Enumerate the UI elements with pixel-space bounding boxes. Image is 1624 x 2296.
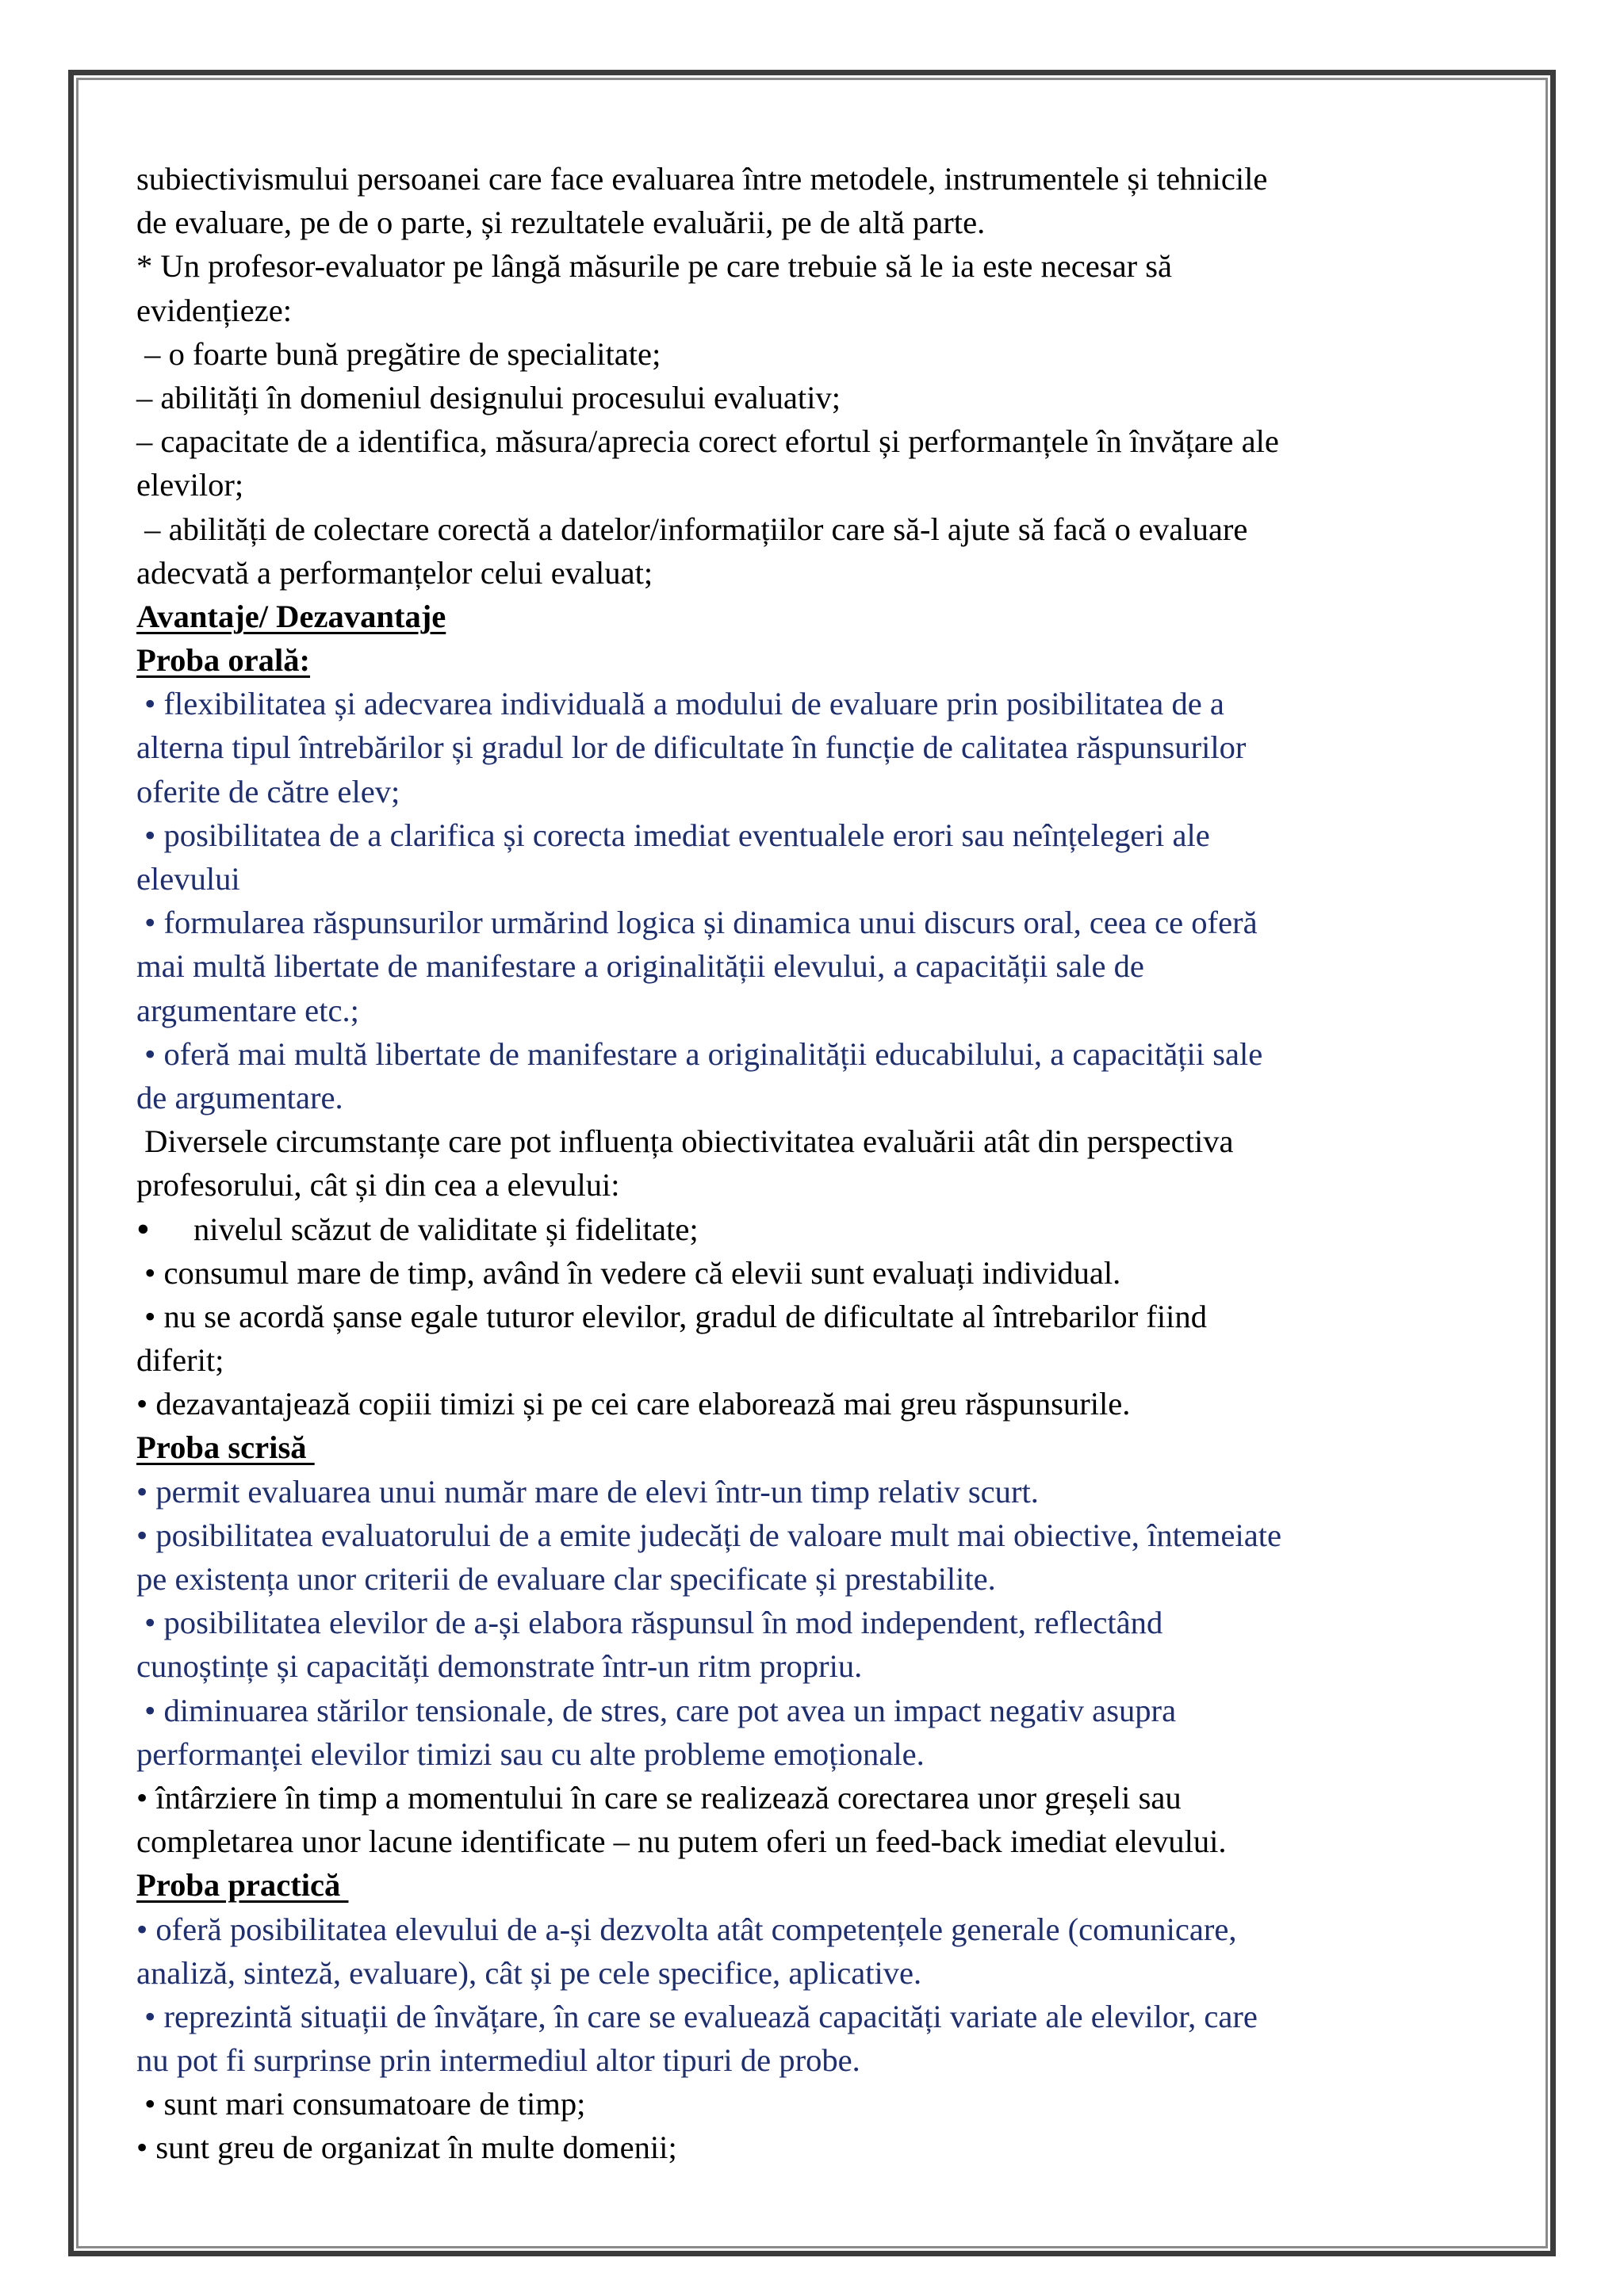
highlighted-text-line: oferite de către elev; bbox=[136, 773, 400, 809]
text-line: – o foarte bună pregătire de specialitate; bbox=[136, 335, 661, 372]
highlighted-text-line: • posibilitatea evaluatorului de a emite judecăți de valoare mult mai obiective, întemeiate bbox=[136, 1517, 1282, 1553]
text-line: diferit; bbox=[136, 1342, 224, 1379]
section-heading-text: Proba orală: bbox=[136, 642, 311, 679]
highlighted-text-line: • flexibilitatea și adecvarea individuală a modului de evaluare prin posibilitatea de a bbox=[136, 686, 1224, 722]
text-line: completarea unor lacune identificate – nu putem oferi un feed-back imediat elevului. bbox=[136, 1823, 1227, 1860]
text-line: • sunt greu de organizat în multe domenii; bbox=[136, 2130, 677, 2166]
highlighted-text-line: • formularea răspunsurilor urmărind logica și dinamica unui discurs oral, ceea ce oferă bbox=[136, 905, 1258, 941]
highlighted-text-line: pe existența unor criterii de evaluare clar specificate și prestabilite. bbox=[136, 1561, 996, 1597]
section-heading bbox=[136, 595, 1508, 638]
highlighted-text-line: mai multă libertate de manifestare a originalității elevului, a capacității sale de bbox=[136, 948, 1144, 985]
text-line: profesorului, cât și din cea a elevului: bbox=[136, 1167, 620, 1203]
text-line: Diversele circumstanțe care pot influența obiectivitatea evaluării atât din perspectiva bbox=[136, 1123, 1234, 1160]
highlighted-text-line: • posibilitatea de a clarifica și corecta imediat eventualele erori sau neînțelegeri ale bbox=[136, 817, 1210, 853]
highlighted-text-line: • oferă mai multă libertate de manifestare a originalității educabilului, a capacității sale bbox=[136, 1035, 1263, 1072]
highlighted-text-line: de argumentare. bbox=[136, 1079, 343, 1115]
bullet-icon: • bbox=[136, 1207, 150, 1250]
section-heading-text: Proba scrisă bbox=[136, 1429, 315, 1466]
highlighted-text-line: • reprezintă situații de învățare, în care se evaluează capacități variate ale elevilor, care bbox=[136, 1998, 1258, 2034]
highlighted-text-line: • diminuarea stărilor tensionale, de stres, care pot avea un impact negativ asupra bbox=[136, 1692, 1177, 1728]
highlighted-text-line: elevului bbox=[136, 861, 240, 897]
text-line: • nu se acordă șanse egale tuturor elevilor, gradul de dificultate al întrebarilor fiind bbox=[136, 1298, 1208, 1334]
highlighted-text-line: • oferă posibilitatea elevului de a-și dezvolta atât competențele generale (comunicare, bbox=[136, 1911, 1237, 1947]
text-line: • consumul mare de timp, având în vedere că elevii sunt evaluați individual. bbox=[136, 1254, 1121, 1291]
highlighted-text-line: • permit evaluarea unui număr mare de elevi într-un timp relativ scurt. bbox=[136, 1473, 1039, 1510]
text-line: elevilor; bbox=[136, 467, 244, 503]
highlighted-text-line: • posibilitatea elevilor de a-și elabora răspunsul în mod independent, reflectând bbox=[136, 1605, 1163, 1641]
highlighted-text-line: nu pot fi surprinse prin intermediul altor tipuri de probe. bbox=[136, 2042, 860, 2079]
section-heading bbox=[136, 1425, 1508, 1469]
highlighted-text-line: performanței elevilor timizi sau cu alte probleme emoționale. bbox=[136, 1735, 925, 1772]
text-line: subiectivismului persoanei care face evaluarea între metodele, instrumentele și tehnicile bbox=[136, 161, 1268, 197]
text-line: • dezavantajează copiii timizi și pe cei care elaborează mai greu răspunsurile. bbox=[136, 1386, 1131, 1422]
section-heading-text: Proba practică bbox=[136, 1867, 349, 1904]
text-line: – abilități în domeniul designului procesului evaluativ; bbox=[136, 379, 841, 415]
text-line: • întârziere în timp a momentului în care se realizează corectarea unor greșeli sau bbox=[136, 1779, 1182, 1816]
highlighted-text-line: argumentare etc.; bbox=[136, 992, 359, 1028]
section-heading bbox=[136, 638, 1508, 682]
bullet-text: nivelul scăzut de validitate și fidelitate; bbox=[193, 1211, 699, 1247]
text-line: • sunt mari consumatoare de timp; bbox=[136, 2086, 586, 2122]
text-line: * Un profesor-evaluator pe lângă măsurile pe care trebuie să le ia este necesar să bbox=[136, 248, 1173, 285]
highlighted-text-line: alterna tipul întrebărilor și gradul lor de dificultate în funcție de calitatea răspunsurilor bbox=[136, 729, 1247, 766]
bullet-item bbox=[136, 1207, 1508, 1251]
text-line: evidențieze: bbox=[136, 292, 293, 328]
text-line: – capacitate de a identifica, măsura/aprecia corect efortul și performanțele în învățare ale bbox=[136, 423, 1279, 460]
highlighted-text-line: cunoștințe și capacități demonstrate într-un ritm propriu. bbox=[136, 1648, 863, 1685]
text-line: de evaluare, pe de o parte, și rezultatele evaluării, pe de altă parte. bbox=[136, 205, 986, 241]
text-line: – abilități de colectare corectă a datelor/informațiilor care să-l ajute să facă o evaluare bbox=[136, 511, 1248, 547]
text-line: adecvată a performanțelor celui evaluat; bbox=[136, 554, 653, 591]
document-body bbox=[136, 157, 1508, 2170]
section-heading bbox=[136, 1863, 1508, 1907]
highlighted-text-line: analiză, sinteză, evaluare), cât și pe cele specifice, aplicative. bbox=[136, 1954, 922, 1991]
section-heading-text: Avantaje/ Dezavantaje bbox=[136, 598, 446, 634]
